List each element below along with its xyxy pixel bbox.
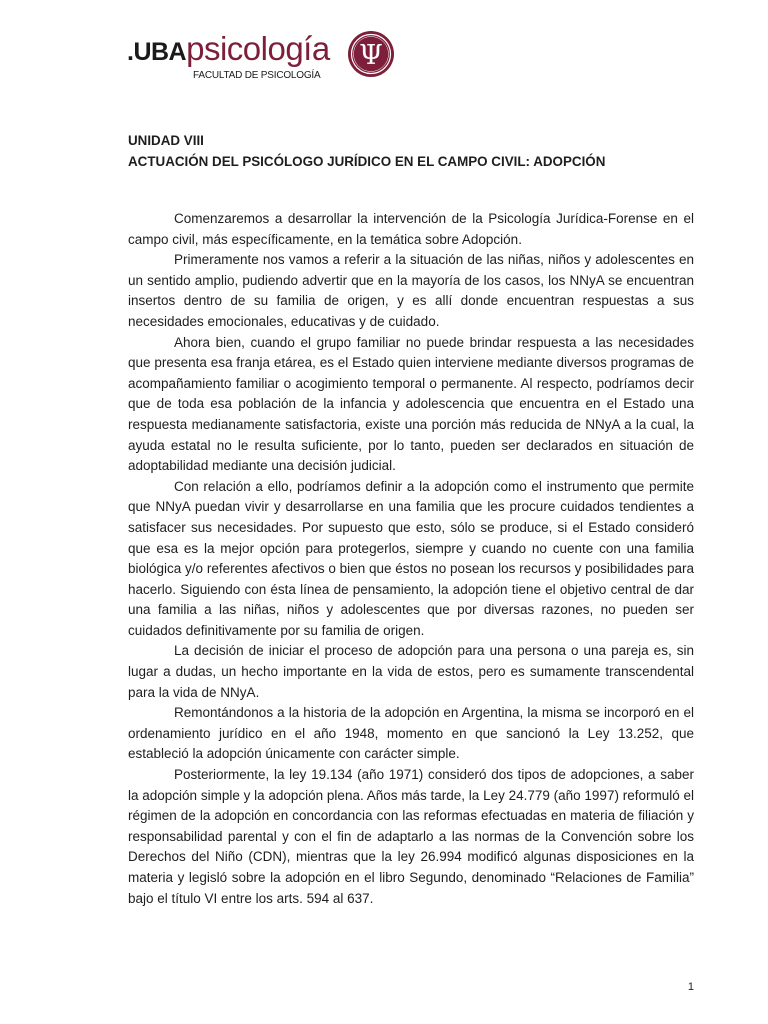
paragraph: La decisión de iniciar el proceso de adopción para una persona o una pareja es, sin lugar a dudas, un hecho importante en la vida de estos, pero es sumamente transcendental para la vida de NNyA. bbox=[128, 643, 694, 700]
page-number: 1 bbox=[687, 981, 694, 993]
paragraph: Posteriormente, la ley 19.134 (año 1971) consideró dos tipos de adopciones, a saber la adopción simple y la adopción plena. Años más tarde, la Ley 24.779 (año 1997) reformuló el régimen de la adopción en concordancia con las reformas efectuadas en materia de filiación y responsabilidad parental y con el fin de adaptarlo a las normas de la Convención sobre los Derechos del Niño (CDN), mientras que la ley 26.994 modificó algunas disposiciones en la materia y legisló sobre la adopción en el libro Segundo, denominado “Relaciones de Familia” bajo el título VI entre los arts. 594 al 637. bbox=[128, 767, 694, 906]
paragraph: Comenzaremos a desarrollar la intervención de la Psicología Jurídica-Forense en el campo civil, más específicamente, en la temática sobre Adopción. bbox=[128, 211, 694, 247]
brand-wordmark bbox=[127, 32, 330, 65]
page-title: ACTUACIÓN DEL PSICÓLOGO JURÍDICO EN EL CAMPO CIVIL: ADOPCIÓN bbox=[128, 154, 606, 169]
seal-symbol: Ψ bbox=[359, 40, 383, 71]
brand-uba: .UBA bbox=[127, 38, 187, 66]
header-logo bbox=[127, 30, 407, 86]
brand-psicologia: psicología bbox=[186, 30, 330, 67]
faculty-name: FACULTAD DE PSICOLOGÍA bbox=[193, 70, 321, 81]
paragraph: Ahora bien, cuando el grupo familiar no puede brindar respuesta a las necesidades que presenta esa franja etárea, es el Estado quien interviene mediante diversos programas de acompañamiento familiar o acogimiento temporal o permanente. Al respecto, podríamos decir que de toda esa población de la infancia y adolescencia que encuentra en el Estado una respuesta medianamente satisfactoria, existe una porción más reducida de NNyA a la cual, la ayuda estatal no le resulta suficiente, por lo tanto, pueden ser declarados en situación de adoptabilidad mediante una decisión judicial. bbox=[128, 334, 694, 474]
psi-seal-icon bbox=[347, 30, 395, 78]
document-headings bbox=[128, 130, 688, 172]
document-body bbox=[128, 209, 694, 909]
paragraph: Primeramente nos vamos a referir a la situación de las niñas, niños y adolescentes en un sentido amplio, pudiendo advertir que en la mayoría de los casos, los NNyA se encuentran insertos dentro de su familia de origen, y es allí donde encuentran respuestas a sus necesidades emocionales, educativas y de cuidado. bbox=[128, 252, 694, 329]
unit-heading: UNIDAD VIII bbox=[128, 133, 204, 148]
paragraph: Remontándonos a la historia de la adopción en Argentina, la misma se incorporó en el ordenamiento jurídico en el año 1948, momento en que sancionó la Ley 13.252, que estableció la adopción únicamente con carácter simple. bbox=[128, 705, 694, 762]
paragraph: Con relación a ello, podríamos definir a la adopción como el instrumento que permite que NNyA puedan vivir y desarrollarse en una familia que les procure cuidados tendientes a satisfacer sus necesidades. Por supuesto que esto, sólo se produce, si el Estado consideró que esa es la mejor opción para protegerlos, siempre y cuando no cuente con una familia biológica y/o referentes afectivos o bien que éstos no posean los recursos y posibilidades para hacerlo. Siguiendo con ésta línea de pensamiento, la adopción tiene el objetivo central de dar una familia a las niñas, niños y adolescentes que por diversas razones, no pueden ser cuidados definitivamente por su familia de origen. bbox=[128, 478, 694, 638]
